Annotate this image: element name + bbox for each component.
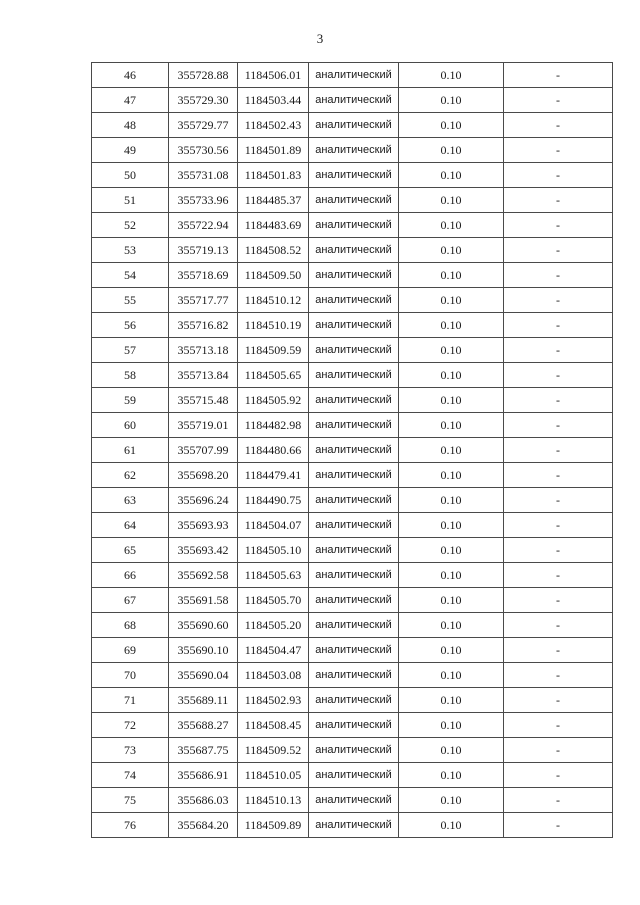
x-coordinate-cell: 355729.30: [169, 88, 238, 113]
note-cell: -: [504, 713, 613, 738]
note-cell: -: [504, 538, 613, 563]
table-row: [92, 138, 613, 163]
note-cell: -: [504, 688, 613, 713]
point-number-cell: 63: [92, 488, 169, 513]
y-coordinate-cell: 1184508.52: [238, 238, 309, 263]
method-cell: аналитический: [309, 213, 399, 238]
accuracy-cell: 0.10: [399, 663, 504, 688]
table-row: [92, 238, 613, 263]
accuracy-cell: 0.10: [399, 213, 504, 238]
method-cell: аналитический: [309, 763, 399, 788]
coordinates-table: [91, 62, 613, 838]
table-row: [92, 263, 613, 288]
y-coordinate-cell: 1184510.05: [238, 763, 309, 788]
method-cell: аналитический: [309, 163, 399, 188]
table-row: [92, 788, 613, 813]
method-cell: аналитический: [309, 738, 399, 763]
point-number-cell: 54: [92, 263, 169, 288]
x-coordinate-cell: 355690.60: [169, 613, 238, 638]
table-row: [92, 463, 613, 488]
x-coordinate-cell: 355715.48: [169, 388, 238, 413]
y-coordinate-cell: 1184490.75: [238, 488, 309, 513]
method-cell: аналитический: [309, 188, 399, 213]
y-coordinate-cell: 1184506.01: [238, 63, 309, 88]
note-cell: -: [504, 388, 613, 413]
accuracy-cell: 0.10: [399, 88, 504, 113]
point-number-cell: 51: [92, 188, 169, 213]
accuracy-cell: 0.10: [399, 288, 504, 313]
x-coordinate-cell: 355693.42: [169, 538, 238, 563]
y-coordinate-cell: 1184480.66: [238, 438, 309, 463]
note-cell: -: [504, 288, 613, 313]
x-coordinate-cell: 355730.56: [169, 138, 238, 163]
point-number-cell: 73: [92, 738, 169, 763]
note-cell: -: [504, 263, 613, 288]
method-cell: аналитический: [309, 788, 399, 813]
x-coordinate-cell: 355718.69: [169, 263, 238, 288]
table-row: [92, 488, 613, 513]
note-cell: -: [504, 763, 613, 788]
y-coordinate-cell: 1184482.98: [238, 413, 309, 438]
method-cell: аналитический: [309, 538, 399, 563]
accuracy-cell: 0.10: [399, 588, 504, 613]
table-row: [92, 288, 613, 313]
method-cell: аналитический: [309, 688, 399, 713]
method-cell: аналитический: [309, 313, 399, 338]
point-number-cell: 53: [92, 238, 169, 263]
x-coordinate-cell: 355716.82: [169, 313, 238, 338]
x-coordinate-cell: 355719.13: [169, 238, 238, 263]
point-number-cell: 57: [92, 338, 169, 363]
accuracy-cell: 0.10: [399, 463, 504, 488]
accuracy-cell: 0.10: [399, 513, 504, 538]
y-coordinate-cell: 1184505.65: [238, 363, 309, 388]
note-cell: -: [504, 513, 613, 538]
table-row: [92, 338, 613, 363]
accuracy-cell: 0.10: [399, 188, 504, 213]
table-row: [92, 113, 613, 138]
table-row: [92, 513, 613, 538]
method-cell: аналитический: [309, 88, 399, 113]
method-cell: аналитический: [309, 488, 399, 513]
table-row: [92, 213, 613, 238]
note-cell: -: [504, 563, 613, 588]
table-row: [92, 388, 613, 413]
note-cell: -: [504, 438, 613, 463]
page-number: 3: [316, 31, 324, 46]
method-cell: аналитический: [309, 563, 399, 588]
y-coordinate-cell: 1184505.70: [238, 588, 309, 613]
x-coordinate-cell: 355719.01: [169, 413, 238, 438]
accuracy-cell: 0.10: [399, 263, 504, 288]
point-number-cell: 74: [92, 763, 169, 788]
point-number-cell: 52: [92, 213, 169, 238]
accuracy-cell: 0.10: [399, 338, 504, 363]
table-row: [92, 188, 613, 213]
y-coordinate-cell: 1184502.93: [238, 688, 309, 713]
point-number-cell: 65: [92, 538, 169, 563]
accuracy-cell: 0.10: [399, 163, 504, 188]
x-coordinate-cell: 355729.77: [169, 113, 238, 138]
accuracy-cell: 0.10: [399, 138, 504, 163]
point-number-cell: 71: [92, 688, 169, 713]
point-number-cell: 61: [92, 438, 169, 463]
note-cell: -: [504, 138, 613, 163]
y-coordinate-cell: 1184509.52: [238, 738, 309, 763]
note-cell: -: [504, 363, 613, 388]
y-coordinate-cell: 1184509.59: [238, 338, 309, 363]
y-coordinate-cell: 1184504.47: [238, 638, 309, 663]
x-coordinate-cell: 355687.75: [169, 738, 238, 763]
x-coordinate-cell: 355693.93: [169, 513, 238, 538]
y-coordinate-cell: 1184483.69: [238, 213, 309, 238]
method-cell: аналитический: [309, 638, 399, 663]
point-number-cell: 66: [92, 563, 169, 588]
x-coordinate-cell: 355692.58: [169, 563, 238, 588]
table-row: [92, 713, 613, 738]
accuracy-cell: 0.10: [399, 738, 504, 763]
method-cell: аналитический: [309, 113, 399, 138]
accuracy-cell: 0.10: [399, 63, 504, 88]
table-row: [92, 663, 613, 688]
method-cell: аналитический: [309, 663, 399, 688]
table-row: [92, 688, 613, 713]
method-cell: аналитический: [309, 363, 399, 388]
accuracy-cell: 0.10: [399, 438, 504, 463]
note-cell: -: [504, 88, 613, 113]
point-number-cell: 76: [92, 813, 169, 838]
note-cell: -: [504, 188, 613, 213]
y-coordinate-cell: 1184503.44: [238, 88, 309, 113]
y-coordinate-cell: 1184510.19: [238, 313, 309, 338]
table-row: [92, 313, 613, 338]
table-row: [92, 88, 613, 113]
point-number-cell: 58: [92, 363, 169, 388]
note-cell: -: [504, 63, 613, 88]
method-cell: аналитический: [309, 588, 399, 613]
accuracy-cell: 0.10: [399, 388, 504, 413]
note-cell: -: [504, 663, 613, 688]
x-coordinate-cell: 355690.04: [169, 663, 238, 688]
table-row: [92, 738, 613, 763]
y-coordinate-cell: 1184501.83: [238, 163, 309, 188]
note-cell: -: [504, 238, 613, 263]
note-cell: -: [504, 313, 613, 338]
method-cell: аналитический: [309, 338, 399, 363]
method-cell: аналитический: [309, 388, 399, 413]
accuracy-cell: 0.10: [399, 788, 504, 813]
method-cell: аналитический: [309, 713, 399, 738]
y-coordinate-cell: 1184510.12: [238, 288, 309, 313]
point-number-cell: 48: [92, 113, 169, 138]
table-row: [92, 813, 613, 838]
table-row: [92, 413, 613, 438]
note-cell: -: [504, 338, 613, 363]
point-number-cell: 55: [92, 288, 169, 313]
method-cell: аналитический: [309, 813, 399, 838]
method-cell: аналитический: [309, 413, 399, 438]
point-number-cell: 62: [92, 463, 169, 488]
point-number-cell: 60: [92, 413, 169, 438]
x-coordinate-cell: 355686.03: [169, 788, 238, 813]
method-cell: аналитический: [309, 238, 399, 263]
y-coordinate-cell: 1184479.41: [238, 463, 309, 488]
table-row: [92, 63, 613, 88]
x-coordinate-cell: 355707.99: [169, 438, 238, 463]
method-cell: аналитический: [309, 438, 399, 463]
x-coordinate-cell: 355684.20: [169, 813, 238, 838]
y-coordinate-cell: 1184485.37: [238, 188, 309, 213]
note-cell: -: [504, 788, 613, 813]
method-cell: аналитический: [309, 513, 399, 538]
note-cell: -: [504, 588, 613, 613]
y-coordinate-cell: 1184509.50: [238, 263, 309, 288]
y-coordinate-cell: 1184505.92: [238, 388, 309, 413]
x-coordinate-cell: 355690.10: [169, 638, 238, 663]
note-cell: -: [504, 488, 613, 513]
point-number-cell: 59: [92, 388, 169, 413]
y-coordinate-cell: 1184510.13: [238, 788, 309, 813]
note-cell: -: [504, 213, 613, 238]
note-cell: -: [504, 163, 613, 188]
accuracy-cell: 0.10: [399, 613, 504, 638]
method-cell: аналитический: [309, 263, 399, 288]
y-coordinate-cell: 1184505.10: [238, 538, 309, 563]
point-number-cell: 56: [92, 313, 169, 338]
point-number-cell: 46: [92, 63, 169, 88]
accuracy-cell: 0.10: [399, 238, 504, 263]
y-coordinate-cell: 1184502.43: [238, 113, 309, 138]
accuracy-cell: 0.10: [399, 488, 504, 513]
point-number-cell: 47: [92, 88, 169, 113]
accuracy-cell: 0.10: [399, 413, 504, 438]
point-number-cell: 64: [92, 513, 169, 538]
table-row: [92, 588, 613, 613]
note-cell: -: [504, 463, 613, 488]
table-row: [92, 638, 613, 663]
x-coordinate-cell: 355713.84: [169, 363, 238, 388]
point-number-cell: 70: [92, 663, 169, 688]
method-cell: аналитический: [309, 463, 399, 488]
x-coordinate-cell: 355696.24: [169, 488, 238, 513]
y-coordinate-cell: 1184505.63: [238, 563, 309, 588]
y-coordinate-cell: 1184505.20: [238, 613, 309, 638]
x-coordinate-cell: 355731.08: [169, 163, 238, 188]
x-coordinate-cell: 355733.96: [169, 188, 238, 213]
y-coordinate-cell: 1184509.89: [238, 813, 309, 838]
note-cell: -: [504, 738, 613, 763]
accuracy-cell: 0.10: [399, 113, 504, 138]
accuracy-cell: 0.10: [399, 688, 504, 713]
y-coordinate-cell: 1184501.89: [238, 138, 309, 163]
method-cell: аналитический: [309, 288, 399, 313]
x-coordinate-cell: 355686.91: [169, 763, 238, 788]
x-coordinate-cell: 355728.88: [169, 63, 238, 88]
point-number-cell: 67: [92, 588, 169, 613]
accuracy-cell: 0.10: [399, 638, 504, 663]
table-row: [92, 613, 613, 638]
y-coordinate-cell: 1184503.08: [238, 663, 309, 688]
table-row: [92, 763, 613, 788]
x-coordinate-cell: 355722.94: [169, 213, 238, 238]
accuracy-cell: 0.10: [399, 813, 504, 838]
y-coordinate-cell: 1184504.07: [238, 513, 309, 538]
accuracy-cell: 0.10: [399, 563, 504, 588]
note-cell: -: [504, 113, 613, 138]
point-number-cell: 49: [92, 138, 169, 163]
note-cell: -: [504, 613, 613, 638]
note-cell: -: [504, 638, 613, 663]
method-cell: аналитический: [309, 138, 399, 163]
accuracy-cell: 0.10: [399, 763, 504, 788]
note-cell: -: [504, 813, 613, 838]
x-coordinate-cell: 355691.58: [169, 588, 238, 613]
table-row: [92, 438, 613, 463]
accuracy-cell: 0.10: [399, 363, 504, 388]
x-coordinate-cell: 355698.20: [169, 463, 238, 488]
point-number-cell: 75: [92, 788, 169, 813]
x-coordinate-cell: 355689.11: [169, 688, 238, 713]
table-row: [92, 363, 613, 388]
accuracy-cell: 0.10: [399, 713, 504, 738]
point-number-cell: 50: [92, 163, 169, 188]
coordinates-table-body: [92, 63, 613, 838]
point-number-cell: 69: [92, 638, 169, 663]
table-row: [92, 163, 613, 188]
point-number-cell: 72: [92, 713, 169, 738]
method-cell: аналитический: [309, 63, 399, 88]
accuracy-cell: 0.10: [399, 313, 504, 338]
accuracy-cell: 0.10: [399, 538, 504, 563]
table-row: [92, 538, 613, 563]
table-row: [92, 563, 613, 588]
note-cell: -: [504, 413, 613, 438]
x-coordinate-cell: 355717.77: [169, 288, 238, 313]
y-coordinate-cell: 1184508.45: [238, 713, 309, 738]
method-cell: аналитический: [309, 613, 399, 638]
point-number-cell: 68: [92, 613, 169, 638]
x-coordinate-cell: 355688.27: [169, 713, 238, 738]
x-coordinate-cell: 355713.18: [169, 338, 238, 363]
